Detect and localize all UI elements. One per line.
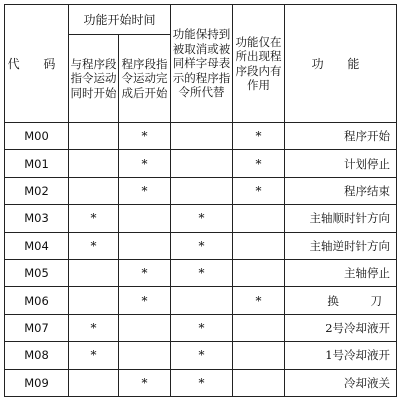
with-motion-mark: * bbox=[69, 232, 119, 259]
oneshot-mark bbox=[233, 369, 285, 396]
table-row bbox=[5, 150, 397, 177]
after-motion-mark: * bbox=[119, 259, 171, 286]
header-timing-with-motion: 与程序段指令运动同时开始 bbox=[69, 35, 119, 123]
with-motion-mark: * bbox=[69, 314, 119, 341]
after-motion-mark: * bbox=[119, 177, 171, 204]
after-motion-mark: * bbox=[119, 369, 171, 396]
oneshot-mark: * bbox=[233, 177, 285, 204]
table-body bbox=[5, 123, 397, 397]
table-row bbox=[5, 314, 397, 341]
table-row bbox=[5, 369, 397, 396]
with-motion-mark bbox=[69, 177, 119, 204]
modal-mark bbox=[171, 123, 233, 150]
header-timing-after-motion: 程序段指令运动完成后开始 bbox=[119, 35, 171, 123]
after-motion-mark bbox=[119, 205, 171, 232]
modal-mark: * bbox=[171, 369, 233, 396]
after-motion-mark: * bbox=[119, 150, 171, 177]
modal-mark: * bbox=[171, 259, 233, 286]
table-row bbox=[5, 232, 397, 259]
table-row bbox=[5, 259, 397, 286]
function-cell: 主轴顺时针方向 bbox=[285, 205, 397, 232]
oneshot-mark bbox=[233, 259, 285, 286]
oneshot-mark: * bbox=[233, 287, 285, 314]
code-cell: M04 bbox=[5, 232, 69, 259]
function-cell: 主轴逆时针方向 bbox=[285, 232, 397, 259]
after-motion-mark bbox=[119, 232, 171, 259]
header-modal: 功能保持到被取消或被同样字母表示的程序指令所代替 bbox=[171, 5, 233, 123]
function-cell: 冷却液关 bbox=[285, 369, 397, 396]
table-row bbox=[5, 177, 397, 204]
code-cell: M02 bbox=[5, 177, 69, 204]
code-cell: M05 bbox=[5, 259, 69, 286]
function-cell: 计划停止 bbox=[285, 150, 397, 177]
code-cell: M09 bbox=[5, 369, 69, 396]
code-cell: M01 bbox=[5, 150, 69, 177]
oneshot-mark bbox=[233, 314, 285, 341]
header-oneshot: 功能仅在所出现程序段内有作用 bbox=[233, 5, 285, 123]
after-motion-mark: * bbox=[119, 287, 171, 314]
oneshot-mark bbox=[233, 205, 285, 232]
with-motion-mark bbox=[69, 123, 119, 150]
modal-mark: * bbox=[171, 314, 233, 341]
function-cell: 主轴停止 bbox=[285, 259, 397, 286]
modal-mark: * bbox=[171, 232, 233, 259]
code-cell: M08 bbox=[5, 342, 69, 369]
code-cell: M07 bbox=[5, 314, 69, 341]
header-code: 代 码 bbox=[5, 5, 69, 123]
oneshot-mark: * bbox=[233, 150, 285, 177]
oneshot-mark bbox=[233, 232, 285, 259]
with-motion-mark bbox=[69, 150, 119, 177]
with-motion-mark: * bbox=[69, 205, 119, 232]
with-motion-mark bbox=[69, 369, 119, 396]
table-row bbox=[5, 123, 397, 150]
code-cell: M00 bbox=[5, 123, 69, 150]
modal-mark: * bbox=[171, 205, 233, 232]
header-timing-group: 功能开始时间 bbox=[69, 5, 171, 35]
oneshot-mark bbox=[233, 342, 285, 369]
header-function: 功 能 bbox=[285, 5, 397, 123]
function-cell: 程序结束 bbox=[285, 177, 397, 204]
after-motion-mark bbox=[119, 342, 171, 369]
oneshot-mark: * bbox=[233, 123, 285, 150]
modal-mark bbox=[171, 177, 233, 204]
function-cell: 2号冷却液开 bbox=[285, 314, 397, 341]
m-code-table bbox=[4, 4, 397, 397]
with-motion-mark bbox=[69, 287, 119, 314]
function-cell: 1号冷却液开 bbox=[285, 342, 397, 369]
after-motion-mark bbox=[119, 314, 171, 341]
modal-mark: * bbox=[171, 342, 233, 369]
table-row bbox=[5, 205, 397, 232]
function-cell: 换 刀 bbox=[285, 287, 397, 314]
modal-mark bbox=[171, 287, 233, 314]
function-cell: 程序开始 bbox=[285, 123, 397, 150]
modal-mark bbox=[171, 150, 233, 177]
with-motion-mark bbox=[69, 259, 119, 286]
code-cell: M06 bbox=[5, 287, 69, 314]
table-row bbox=[5, 287, 397, 314]
after-motion-mark: * bbox=[119, 123, 171, 150]
with-motion-mark: * bbox=[69, 342, 119, 369]
code-cell: M03 bbox=[5, 205, 69, 232]
table-row bbox=[5, 342, 397, 369]
m-code-table-container bbox=[4, 4, 396, 396]
